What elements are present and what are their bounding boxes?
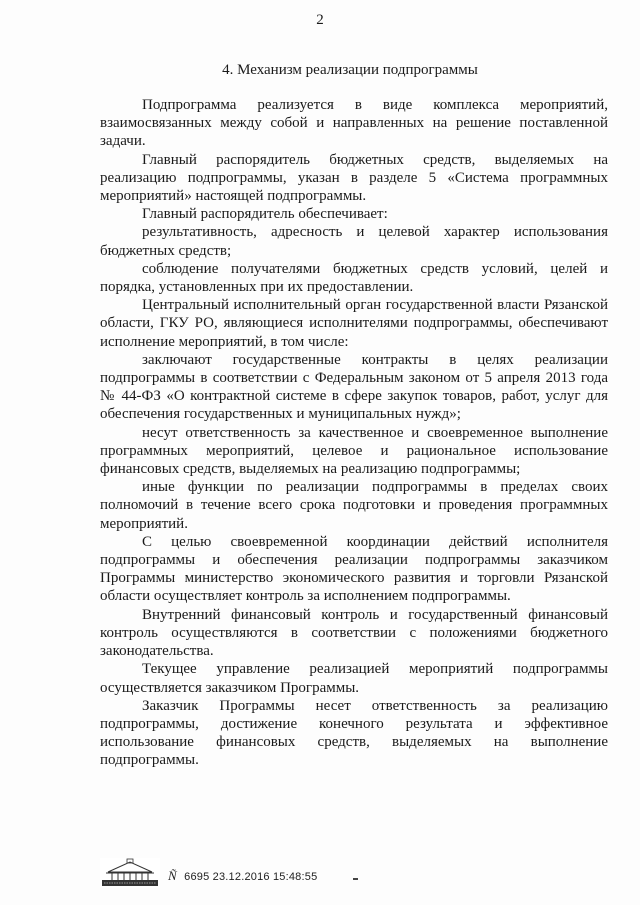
paragraph: Подпрограмма реализуется в виде комплекса мероприятий, взаимосвязанных между собой и направленных на решение поставленной задачи.: [100, 97, 608, 150]
paragraph: Внутренний финансовый контроль и государственный финансовый контроль осуществляются в соответствии с положениями бюджетного законодательства.: [100, 606, 608, 660]
paragraph: заключают государственные контракты в целях реализации подпрограммы в соответствии с Федеральным законом от 5 апреля 2013 года № 44-ФЗ «О контрактной системе в сфере закупок товаров, работ, услуг для обеспечения государственных и муниципальных нужд»;: [100, 351, 608, 423]
stamp-text: 6695 23.12.2016 15:48:55: [184, 871, 318, 883]
paragraph: Текущее управление реализацией мероприятий подпрограммы осуществляется заказчиком Программы.: [100, 661, 608, 696]
paragraph: иные функции по реализации подпрограммы в пределах своих полномочий в течение всего срока подготовки и проведения программных мероприятий.: [100, 479, 608, 532]
paragraph: С целью своевременной координации действий исполнителя подпрограммы и обеспечения реализации подпрограммы заказчиком Программы министерство экономического развития и торговли Рязанской области осуществляет контроль за исполнением подпрограммы.: [100, 533, 608, 605]
scan-artifact: [353, 878, 358, 880]
paragraph: соблюдение получателями бюджетных средств условий, целей и порядка, установленных при их предоставлении.: [100, 260, 608, 296]
paragraph: Центральный исполнительный орган государственной власти Рязанской области, ГКУ РО, являющиеся исполнителями подпрограммы, обеспечивают исполнение мероприятий, в том числе:: [100, 297, 608, 350]
paragraph: несут ответственность за качественное и своевременное выполнение программных мероприятий, целевое и рациональное использование финансовых средств, выделяемых на реализацию подпрограммы;: [100, 424, 608, 478]
document-footer: [100, 858, 317, 888]
document-body: [100, 96, 608, 770]
page-number: 2: [316, 12, 324, 28]
registration-stamp: [168, 868, 317, 888]
paragraph: результативность, адресность и целевой характер использования бюджетных средств;: [100, 224, 608, 259]
stamp-mark: Ñ: [168, 868, 177, 883]
section-heading: 4. Механизм реализации подпрограммы: [222, 62, 478, 78]
paragraph: Главный распорядитель бюджетных средств, выделяемых на реализацию подпрограммы, указан в разделе 5 «Система программных мероприятий» настоящей подпрограммы.: [100, 151, 608, 205]
government-building-logo: [100, 858, 160, 888]
paragraph: Заказчик Программы несет ответственность за реализацию подпрограммы, достижение конечного результата и эффективное использование финансовых средств, выделяемых на выполнение подпрограммы.: [100, 697, 608, 769]
paragraph: Главный распорядитель обеспечивает:: [142, 206, 388, 223]
